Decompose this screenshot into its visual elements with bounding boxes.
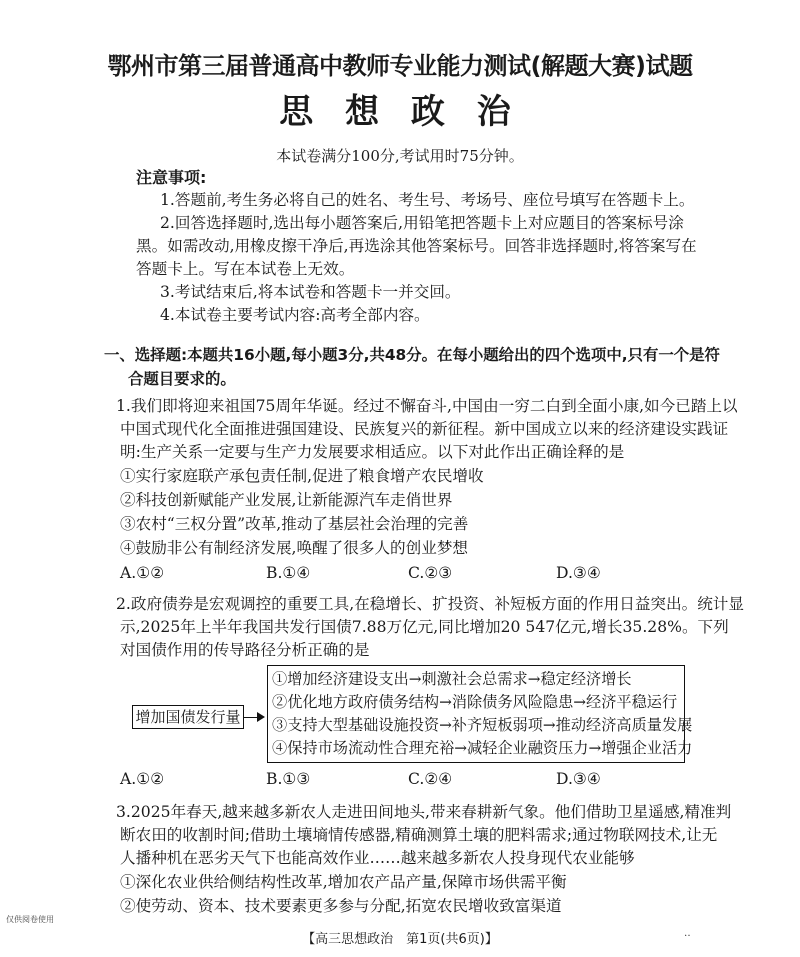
statement-item: ②使劳动、资本、技术要素更多参与分配,拓宽农民增收致富渠道 [120, 897, 562, 915]
statement-item: ④鼓励非公有制经济发展,唤醒了很多人的创业梦想 [120, 539, 469, 557]
statement-item: ①深化农业供给侧结构性改革,增加农产品产量,保障市场供需平衡 [120, 873, 567, 891]
question-stem: 示,2025年上半年我国共发行国债7.88万亿元,同比增加20 547亿元,增长35.28%。下列 [120, 618, 729, 636]
answer-options [120, 564, 640, 584]
footer-mark: ‥ [684, 928, 691, 939]
arrow-right-icon [257, 712, 265, 722]
question-stem: 明:生产关系一定要与生产力发展要求相适应。以下对此作出正确诠释的是 [120, 443, 625, 461]
statement-item: ①实行家庭联产承包责任制,促进了粮食增产农民增收 [120, 467, 484, 485]
option-c[interactable]: C.②③ [408, 564, 453, 582]
statement-item: ③农村“三权分置”改革,推动了基层社会治理的完善 [120, 515, 469, 533]
notice-line: 1.答题前,考生务必将自己的姓名、考生号、考场号、座位号填写在答题卡上。 [160, 191, 695, 209]
question-stem: 2.政府债券是宏观调控的重要工具,在稳增长、扩投资、补短板方面的作用日益突出。统计显 [116, 595, 744, 613]
option-b[interactable]: B.①④ [266, 564, 311, 582]
diagram-path: ④保持市场流动性合理充裕→减轻企业融资压力→增强企业活力 [272, 739, 693, 757]
notice-line: 黑。如需改动,用橡皮擦干净后,再选涂其他答案标号。回答非选择题时,将答案写在 [136, 237, 697, 255]
answer-options [120, 770, 640, 790]
exam-info: 本试卷满分100分,考试用时75分钟。 [276, 147, 524, 165]
exam-title: 鄂州市第三届普通高中教师专业能力测试(解题大赛)试题 [107, 52, 693, 80]
question-stem: 中国式现代化全面推进强国建设、民族复兴的新征程。新中国成立以来的经济建设实践证 [120, 420, 729, 438]
diagram-connector [244, 717, 258, 718]
question-stem: 3.2025年春天,越来越多新农人走进田间地头,带来春耕新气象。他们借助卫星遥感,精准判 [116, 803, 732, 821]
option-d[interactable]: D.③④ [556, 564, 601, 582]
section-heading: 合题目要求的。 [128, 370, 236, 388]
notice-line: 2.回答选择题时,选出每小题答案后,用铅笔把答题卡上对应题目的答案标号涂 [160, 214, 684, 232]
diagram-paths-box [267, 665, 693, 763]
option-d[interactable]: D.③④ [556, 770, 601, 788]
option-b[interactable]: B.①③ [266, 770, 311, 788]
question-stem: 对国债作用的传导路径分析正确的是 [120, 641, 370, 659]
diagram-path: ①增加经济建设支出→刺激社会总需求→稳定经济增长 [272, 670, 632, 688]
question-stem: 断农田的收割时间;借助土壤墒情传感器,精确测算土壤的肥料需求;通过物联网技术,让无 [120, 826, 718, 844]
side-note: 仅供阅卷使用 [6, 915, 54, 924]
section-heading: 一、选择题:本题共16小题,每小题3分,共48分。在每小题给出的四个选项中,只有一个是符 [104, 346, 720, 364]
diagram-path: ②优化地方政府债务结构→消除债务风险隐患→经济平稳运行 [272, 693, 678, 711]
subject-title: 思 想 政 治 [279, 92, 521, 132]
notice-heading: 注意事项: [136, 168, 207, 187]
transmission-path-diagram [132, 665, 692, 763]
option-a[interactable]: A.①② [120, 564, 165, 582]
notice-line: 答题卡上。写在本试卷上无效。 [136, 260, 355, 278]
page-footer: 【高三思想政治 第1页(共6页)】 [302, 932, 498, 947]
notice-line: 3.考试结束后,将本试卷和答题卡一并交回。 [160, 283, 461, 301]
question-stem: 人播种机在恶劣天气下也能高效作业……越来越多新农人投身现代农业能够 [120, 849, 635, 867]
diagram-path: ③支持大型基础设施投资→补齐短板弱项→推动经济高质量发展 [272, 716, 693, 734]
option-a[interactable]: A.①② [120, 770, 165, 788]
statement-item: ②科技创新赋能产业发展,让新能源汽车走俏世界 [120, 491, 453, 509]
question-stem: 1.我们即将迎来祖国75周年华诞。经过不懈奋斗,中国由一穷二白到全面小康,如今已踏上以 [116, 397, 738, 415]
diagram-source-box: 增加国债发行量 [132, 705, 244, 729]
notice-line: 4.本试卷主要考试内容:高考全部内容。 [160, 306, 430, 324]
option-c[interactable]: C.②④ [408, 770, 453, 788]
